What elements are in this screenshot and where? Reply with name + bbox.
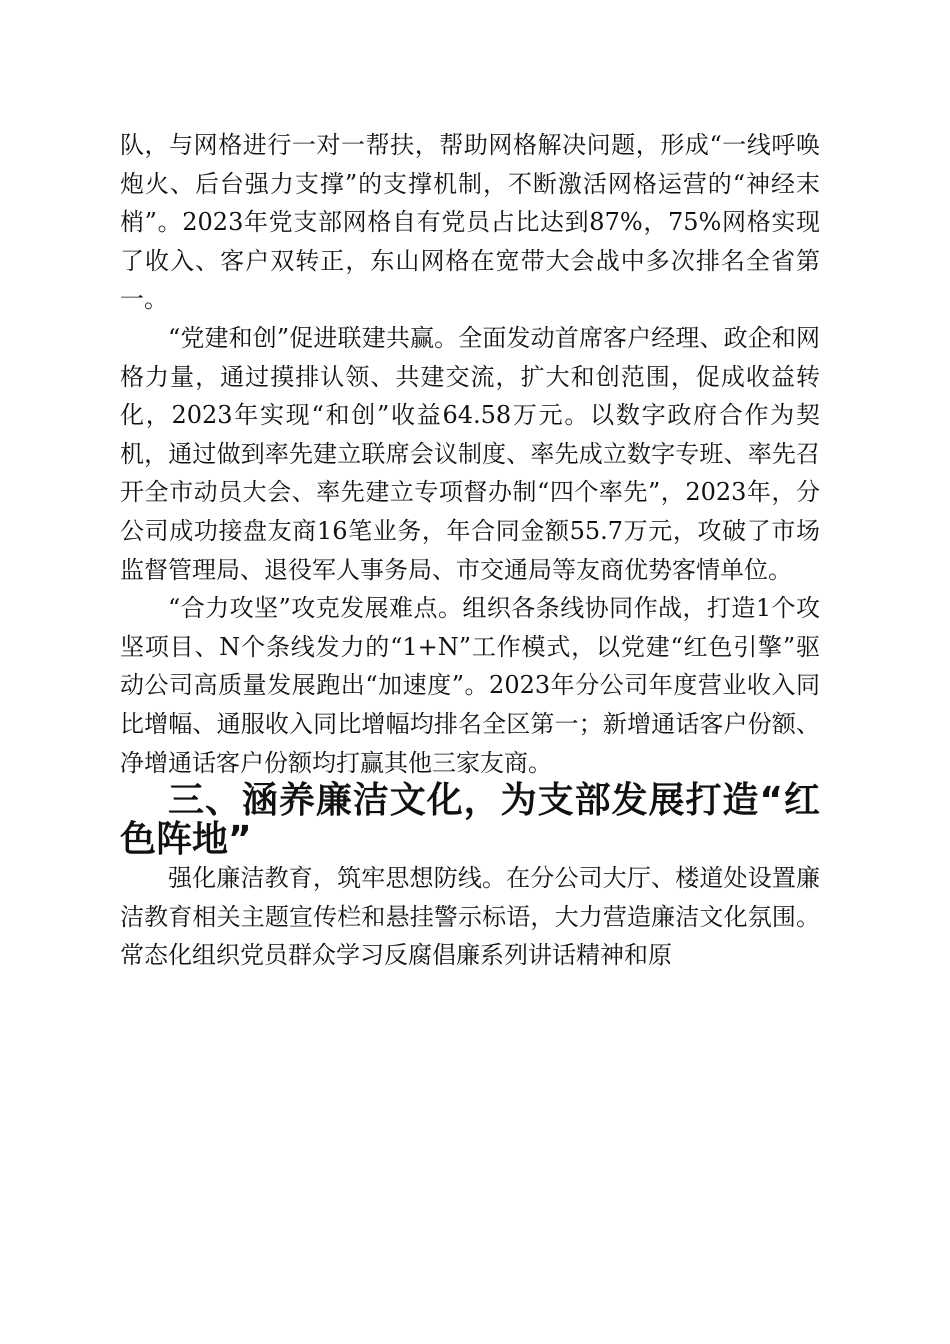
paragraph-party-building-cooperation: “党建和创”促进联建共赢。全面发动首席客户经理、政企和网格力量，通过摸排认领、共建交流，扩大和创范围，促成收益转化，2023年实现“和创”收益64.58万元。以数字政府合作为契机，通过做到率先建立联席会议制度、率先成立数字专班、率先召开全市动员大会、率先建立专项督办制“四个率先”，2023年，分公司成功接盘友商16笔业务，年合同金额55.7万元，攻破了市场监督管理局、退役军人事务局、市交通局等友商优势客情单位。 [120, 323, 820, 584]
section-heading-three: 三、涵养廉洁文化，为支部发展打造“红色阵地” [120, 780, 820, 860]
paragraph-joint-effort: “合力攻坚”攻克发展难点。组织各条线协同作战，打造1个攻坚项目、N个条线发力的“1+N”工作模式，以党建“红色引擎”驱动公司高质量发展跑出“加速度”。2023年分公司年度营业收入同比增幅、通服收入同比增幅均排名全区第一；新增通话客户份额、净增通话客户份额均打赢其他三家友商。 [120, 594, 820, 777]
document-page [120, 126, 820, 975]
paragraph-integrity-education: 强化廉洁教育，筑牢思想防线。在分公司大厅、楼道处设置廉洁教育相关主题宣传栏和悬挂警示标语，大力营造廉洁文化氛围。常态化组织党员群众学习反腐倡廉系列讲话精神和原 [120, 864, 820, 970]
paragraph-continuation: 队，与网格进行一对一帮扶，帮助网格解决问题，形成“一线呼唤炮火、后台强力支撑”的支撑机制，不断激活网格运营的“神经末梢”。2023年党支部网格自有党员占比达到87%，75%网格实现了收入、客户双转正，东山网格在宽带大会战中多次排名全省第一。 [120, 131, 820, 314]
